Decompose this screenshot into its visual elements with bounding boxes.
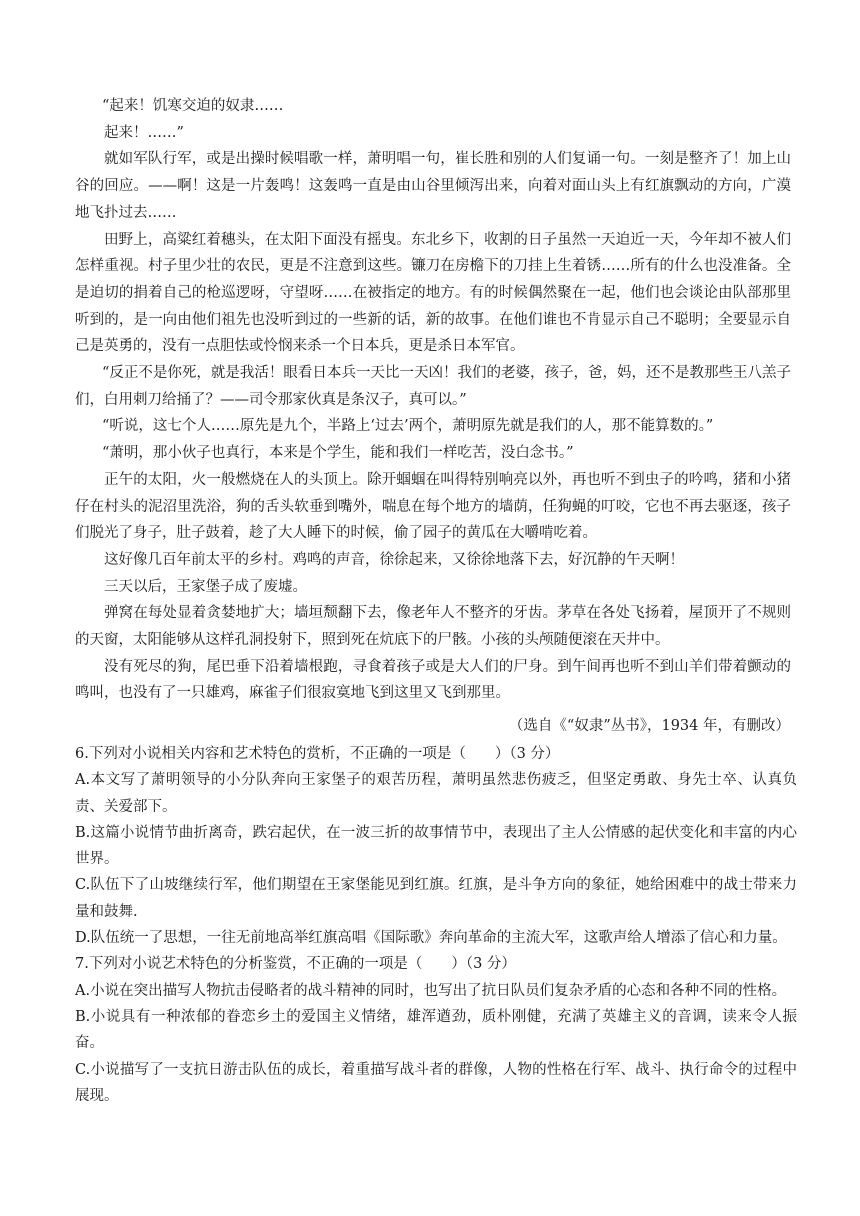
question-7 <box>75 951 797 1109</box>
story-paragraph: “听说，这七个人……原先是九个，半路上‘过去’两个，萧明原先就是我们的人，那不能算数的。” <box>102 418 714 435</box>
question-option-b: B.这篇小说情节曲折离奇，跌宕起伏，在一波三折的故事情节中，表现出了主人公情感的起伏变化和丰富的内心世界。 <box>75 824 797 868</box>
story-paragraph: “萧明，那小伙子也真行，本来是个学生，能和我们一样吃苦，没白念书。” <box>102 445 574 462</box>
story-paragraph: 就如军队行军，或是出操时候唱歌一样，萧明唱一句，崔长胜和别的人们复诵一句。一刻是整齐了！加上山谷的回应。——啊！这是一片轰鸣！这轰鸣一直是由山谷里倾泻出来，向着对面山头上有红旗飘动的方向，广漠地飞扑过去…… <box>75 151 791 221</box>
question-stem: 7.下列对小说艺术特色的分析鉴赏，不正确的一项是（ ）（3 分） <box>75 956 516 973</box>
question-option-a: A.本文写了萧明领导的小分队奔向王家堡子的艰苦历程，萧明虽然悲伤疲乏，但坚定勇敢、身先士卒、认真负责、关爱部下。 <box>75 772 797 815</box>
story-paragraph: 三天以后，王家堡子成了废墟。 <box>104 578 307 595</box>
story-paragraph: 正午的太阳，火一般燃烧在人的头顶上。除开蝈蝈在叫得特别响亮以外，再也听不到虫子的吟鸣，猪和小猪仔在村头的泥沼里洗浴，狗的舌头软垂到嘴外，喘息在每个地方的墙荫，任狗蝇的叮咬，它也不再去驱逐，孩子们脱光了身子，肚子鼓着，趁了大人睡下的时候，偷了园子的黄瓜在大嚼啃吃着。 <box>75 471 791 542</box>
question-option-c: C.小说描写了一支抗日游击队伍的成长，着重描写战斗者的群像，人物的性格在行军、战斗、执行命令的过程中展现。 <box>75 1061 797 1104</box>
question-option-b: B.小说具有一种浓郁的眷恋乡土的爱国主义情绪，雄浑遒劲，质朴刚健，充满了英雄主义的音调，读来令人振奋。 <box>75 1008 797 1052</box>
question-stem: 6.下列对小说相关内容和艺术特色的赏析，不正确的一项是（ ）（3 分） <box>75 746 560 762</box>
story-text <box>75 93 791 707</box>
question-6 <box>75 741 797 951</box>
source-citation: （选自《“奴隶”丛书》，1934 年，有删改） <box>508 718 790 734</box>
questions-section <box>75 741 797 1109</box>
story-paragraph: 没有死尽的狗，尾巴垂下沿着墙根跑，寻食着孩子或是大人们的尸身。到午间再也听不到山羊们带着颤动的鸣叫，也没有了一只雄鸡，麻雀子们很寂寞地飞到这里又飞到那里。 <box>75 658 791 702</box>
story-paragraph: “反正不是你死，就是我活！眼看日本兵一天比一天凶！我们的老婆，孩子，爸，妈，还不是教那些王八羔子们，白用刺刀给捅了？——司令那家伙真是条汉子，真可以。” <box>75 365 791 408</box>
story-paragraph: 弹窝在每处显着贪婪地扩大；墙垣颓翻下去，像老年人不整齐的牙齿。茅草在各处飞扬着，屋顶开了不规则的天窗，太阳能够从这样孔洞投射下，照到死在炕底下的尸骸。小孩的头颅随便滚在天井中。 <box>75 605 791 649</box>
story-paragraph: “起来！饥寒交迫的奴隶…… <box>102 98 284 114</box>
story-paragraph: 起来！……” <box>104 124 184 141</box>
story-paragraph: 田野上，高粱红着穗头，在太阳下面没有摇曳。东北乡下，收割的日子虽然一天迫近一天，今年却不被人们怎样重视。村子里少壮的农民，更是不注意到这些。镰刀在房檐下的刀挂上生着锈……所有的什么也没准备。全是迫切的捐着自己的枪巡逻呀，守望呀……在被指定的地方。有的时候偶然聚在一起，他们也会谈论由队部那里听到的，是一向由他们祖先也没听到过的一些新的话，新的故事。在他们谁也不肯显示自己不聪明；全要显示自己是英勇的，没有一点胆怯或怜悯来杀一个日本兵，更是杀日本军官。 <box>75 231 791 355</box>
story-paragraph: 这好像几百年前太平的乡村。鸡鸣的声音，徐徐起来，又徐徐地落下去，好沉静的午天啊！ <box>104 551 684 568</box>
question-option-a: A.小说在突出描写人物抗击侵略者的战斗精神的同时，也写出了抗日队员们复杂矛盾的心态和各种不同的性格。 <box>75 982 787 999</box>
question-option-d: D.队伍统一了思想，一往无前地高举红旗高唱《国际歌》奔向革命的主流大军，这歌声给人增添了信心和力量。 <box>75 930 787 947</box>
question-option-c: C.队伍下了山坡继续行军，他们期望在王家堡能见到红旗。红旗，是斗争方向的象征，她给困难中的战士带来力量和鼓舞. <box>75 877 797 920</box>
